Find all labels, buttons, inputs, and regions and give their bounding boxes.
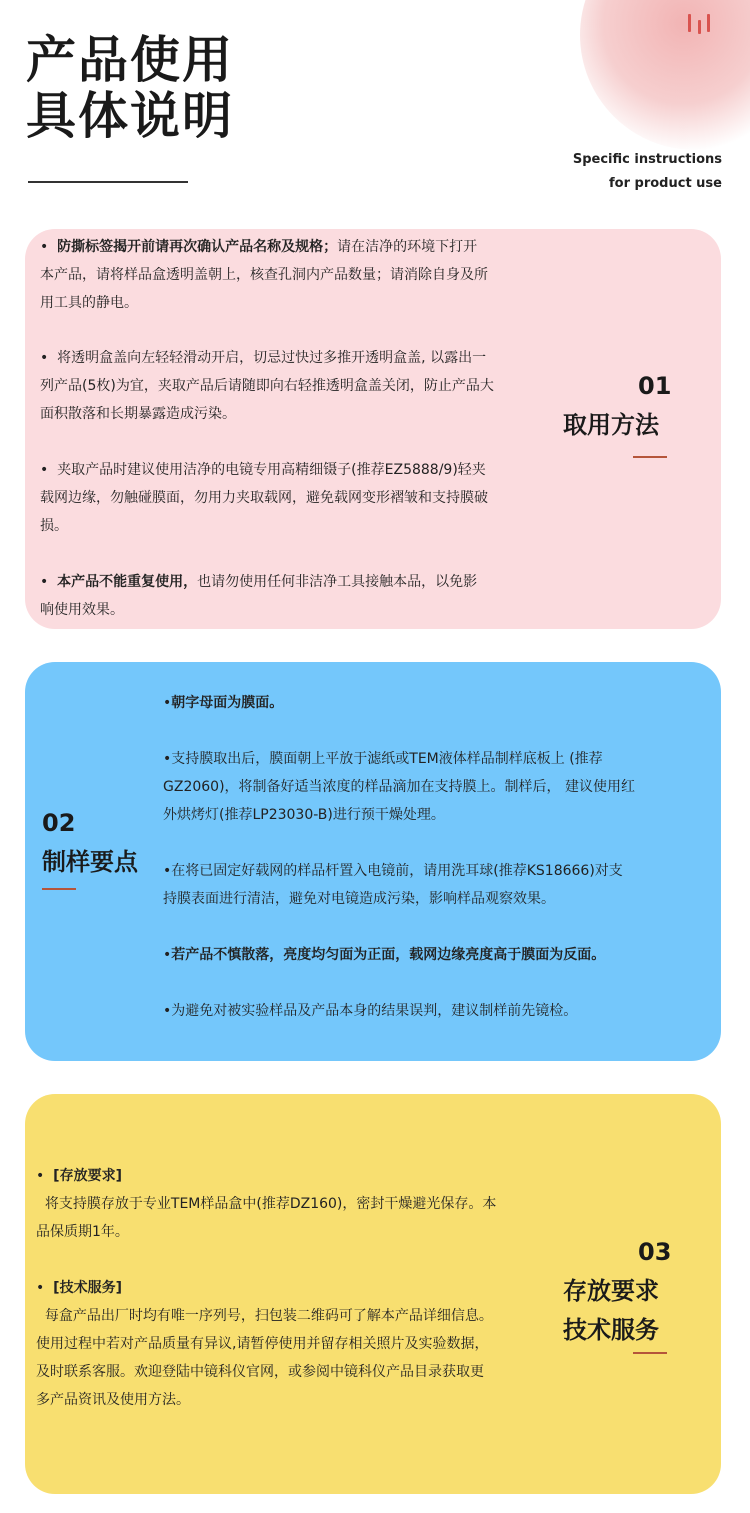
section-02-accent-rule: [42, 888, 76, 890]
section-03-storage: • [存放要求] 将支持膜存放于专业TEM样品盒中(推荐DZ160)，密封干燥避光保存。本 品保质期1年。: [36, 1168, 497, 1240]
storage-heading: [存放要求]: [53, 1168, 122, 1184]
section-01-accent-rule: [633, 456, 667, 458]
section-01-number: 01: [638, 372, 672, 400]
section-02-paragraph-3: •在将已固定好载网的样品杆置入电镜前，请用洗耳球(推荐KS18666)对支 持膜表面进行清洁，避免对电镜造成污染，影响样品观察效果。: [163, 863, 623, 907]
corner-tick-marks: [688, 14, 720, 38]
paragraph-lead: 防撕标签揭开前请再次确认产品名称及规格；: [57, 239, 338, 255]
section-02-title: 制样要点: [42, 848, 138, 876]
subtitle-line-2: for product use: [609, 176, 722, 191]
title-underline: [28, 181, 188, 183]
section-01-paragraph-3: • 夹取产品时建议使用洁净的电镜专用高精细镊子(推荐EZ5888/9)轻夹 载网边缘，勿触碰膜面，勿用力夹取载网，避免载网变形褶皱和支持膜破 损。: [40, 462, 488, 534]
section-03-title-line-1: 存放要求: [563, 1277, 659, 1305]
corner-decoration-blob: [580, 0, 750, 150]
section-03-number: 03: [638, 1238, 672, 1266]
page-subtitle: [573, 148, 722, 196]
paragraph-lead: 本产品不能重复使用，: [57, 574, 198, 590]
section-01-paragraph-2: • 将透明盒盖向左轻轻滑动开启，切忌过快过多推开透明盒盖, 以露出一 列产品(5枚)为宜，夹取产品后请随即向右轻推透明盒盖关闭，防止产品大 面积散落和长期暴露造成污染。: [40, 350, 494, 422]
page-title: [26, 32, 234, 144]
section-03-accent-rule: [633, 1352, 667, 1354]
section-02-paragraph-1: •朝字母面为膜面。: [163, 695, 284, 711]
page-title-line-2: 具体说明: [26, 87, 234, 145]
section-03-service: • [技术服务] 每盒产品出厂时均有唯一序列号，扫包装二维码可了解本产品详细信息。 使用过程中若对产品质量有异议,请暂停使用并留存相关照片及实验数据， 及时联系客服。欢迎登陆中镜科仪官网，或参阅中镜科仪产品目录获取更 多产品资讯及使用方法。: [36, 1280, 493, 1408]
section-01-paragraph-1: • 防撕标签揭开前请再次确认产品名称及规格；请在洁净的环境下打开 本产品，请将样品盒透明盖朝上，核查孔洞内产品数量；请消除自身及所 用工具的静电。: [40, 239, 488, 311]
section-02-paragraph-2: •支持膜取出后，膜面朝上平放于滤纸或TEM液体样品制样底板上 (推荐 GZ2060)，将制备好适当浓度的样品滴加在支持膜上。制样后， 建议使用红 外烘烤灯(推荐LP23030-B)进行预干燥处理。: [163, 751, 635, 823]
page-title-line-1: 产品使用: [26, 31, 234, 89]
service-heading: [技术服务]: [53, 1280, 122, 1296]
section-01-title: 取用方法: [563, 411, 659, 439]
section-02-number: 02: [42, 809, 76, 837]
subtitle-line-1: Specific instructions: [572, 152, 722, 167]
section-03-title-line-2: 技术服务: [563, 1316, 659, 1344]
section-02-paragraph-4: •若产品不慎散落，亮度均匀面为正面，载网边缘亮度高于膜面为反面。: [163, 947, 606, 963]
section-02-paragraph-5: •为避免对被实验样品及产品本身的结果误判，建议制样前先镜检。: [163, 1003, 578, 1019]
section-01-paragraph-4: • 本产品不能重复使用，也请勿使用任何非洁净工具接触本品，以免影 响使用效果。: [40, 574, 478, 618]
